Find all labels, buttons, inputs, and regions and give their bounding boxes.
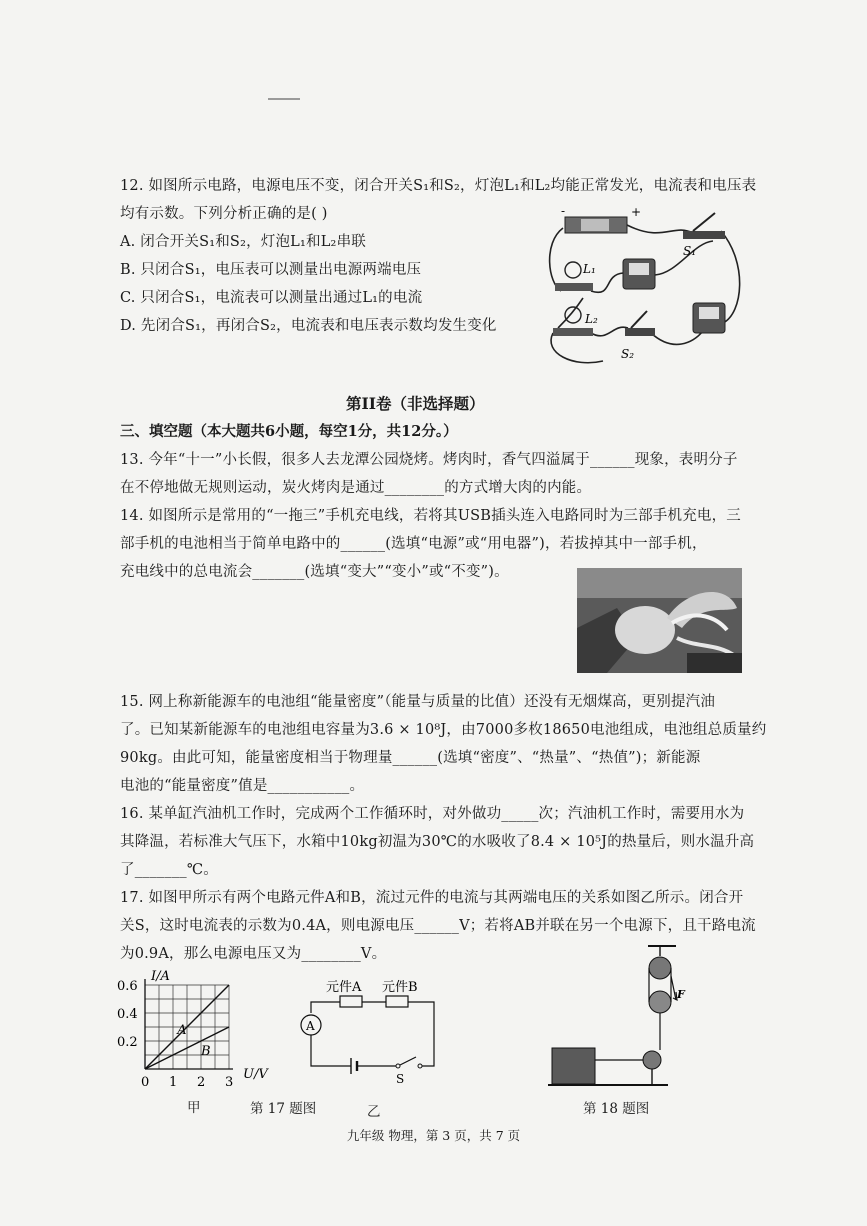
q14-line1: 14. 如图所示是常用的“一拖三”手机充电线，若将其USB插头连入电路同时为三部手机充电，三 [120,508,742,524]
switch-s1-label: S₁ [683,244,697,258]
element-a-label: 元件A [326,980,362,995]
q14-line2: 部手机的电池相当于简单电路中的______(选填“电源”或“用电器”)，若拔掉其中一部手机， [120,536,707,552]
q16-line3: 了_______℃。 [120,862,218,878]
x-tick-label: 0 [141,1075,150,1090]
section-title: 第II卷（非选择题） [346,394,485,413]
battery-plus-label: + [631,205,642,219]
q15-line2: 了。已知某新能源车的电池组电容量为3.6 × 10⁸J，由7000多枚18650电池组成，电池组总质量约 [120,722,767,738]
x-tick-label: 1 [169,1075,178,1090]
q16-line1: 16. 某单缸汽油机工作时，完成两个工作循环时，对外做功_____次；汽油机工作时，需要用水为 [120,806,745,822]
charging-cable-photo [577,568,742,673]
q15-line3: 90kg。由此可知，能量密度相当于物理量______(选填“密度”、“热量”、“热值”)；新能源 [120,750,701,766]
q12-stem-line2: 均有示数。下列分析正确的是( ) [120,206,328,222]
ground-pulley [643,1051,661,1069]
bulb-l2-label: L₂ [585,312,598,326]
force-f-label: F [677,988,685,1001]
graph-label: 甲 [187,1100,201,1116]
x-tick-label: 2 [197,1075,206,1090]
element-b-label: 元件B [382,980,418,995]
q14-line3: 充电线中的总电流会_______(选填“变大”“变小”或“不变”)。 [120,564,509,580]
switch-s [400,1057,416,1065]
q17-line1: 17. 如图甲所示有两个电路元件A和B，流过元件的电流与其两端电压的关系如图乙所示。闭合开 [120,890,744,906]
q18-caption: 第 18 题图 [583,1101,650,1117]
switch-s2-label: S₂ [621,347,635,361]
x-axis-label: U/V [243,1067,268,1082]
series-label-A: A [177,1023,187,1038]
q15-line4: 电池的“能量密度”值是___________。 [120,778,365,794]
y-tick-label: 0.4 [117,1007,138,1022]
q17-line2: 关S，这时电流表的示数为0.4A，则电源电压______V；若将AB并联在另一个电源下，且干路电流 [120,918,756,934]
q12-stem-line1: 12. 如图所示电路，电源电压不变，闭合开关S₁和S₂，灯泡L₁和L₂均能正常发光，电流表和电压表 [120,178,757,194]
q12-option-a: A. 闭合开关S₁和S₂，灯泡L₁和L₂串联 [120,234,366,250]
switch-s-label: S [396,1072,405,1086]
ammeter-label: A [306,1019,315,1033]
q13-line2: 在不停地做无规则运动，炭火烤肉是通过________的方式增大肉的内能。 [120,480,592,496]
y-axis-label: I/A [151,969,170,984]
q12-option-d: D. 先闭合S₁，再闭合S₂，电流表和电压表示数均发生变化 [120,318,497,334]
q12-option-c: C. 只闭合S₁，电流表可以测量出通过L₁的电流 [120,290,423,306]
series-label-B: B [201,1044,211,1059]
page-footer: 九年级 物理，第 3 页，共 7 页 [346,1128,521,1143]
circuit-label: 乙 [367,1104,381,1120]
q18-pulley-figure [548,940,688,1100]
x-tick-label: 3 [225,1075,234,1090]
q12-circuit-figure [543,203,748,370]
part3-heading: 三、填空题（本大题共6小题，每空1分，共12分。） [120,423,458,440]
block [552,1048,595,1084]
q13-line1: 13. 今年“十一”小长假，很多人去龙潭公园烧烤。烤肉时，香气四溢属于______现象，表明分子 [120,452,738,468]
y-tick-label: 0.6 [117,979,138,994]
bulb-l1-label: L₁ [583,262,596,276]
q15-line1: 15. 网上称新能源车的电池组“能量密度”（能量与质量的比值）还没有无烟煤高，更别提汽油 [120,694,716,710]
battery-minus-label: - [561,204,566,218]
scan-mark [268,98,300,100]
q16-line2: 其降温，若标准大气压下，水箱中10kg初温为30℃的水吸收了8.4 × 10⁵J的热量后，则水温升高 [120,834,755,850]
movable-pulley [649,991,671,1013]
element-b-resistor [386,996,408,1007]
y-tick-label: 0.2 [117,1035,138,1050]
q12-option-b: B. 只闭合S₁，电压表可以测量出电源两端电压 [120,262,422,278]
q17-caption: 第 17 题图 [250,1101,317,1117]
q17-line3: 为0.9A，那么电源电压又为________V。 [120,946,387,962]
q17-circuit [296,975,446,1095]
element-a-resistor [340,996,362,1007]
iu-chart [115,965,285,1095]
fixed-pulley [649,957,671,979]
chart-ticks [117,979,233,1090]
